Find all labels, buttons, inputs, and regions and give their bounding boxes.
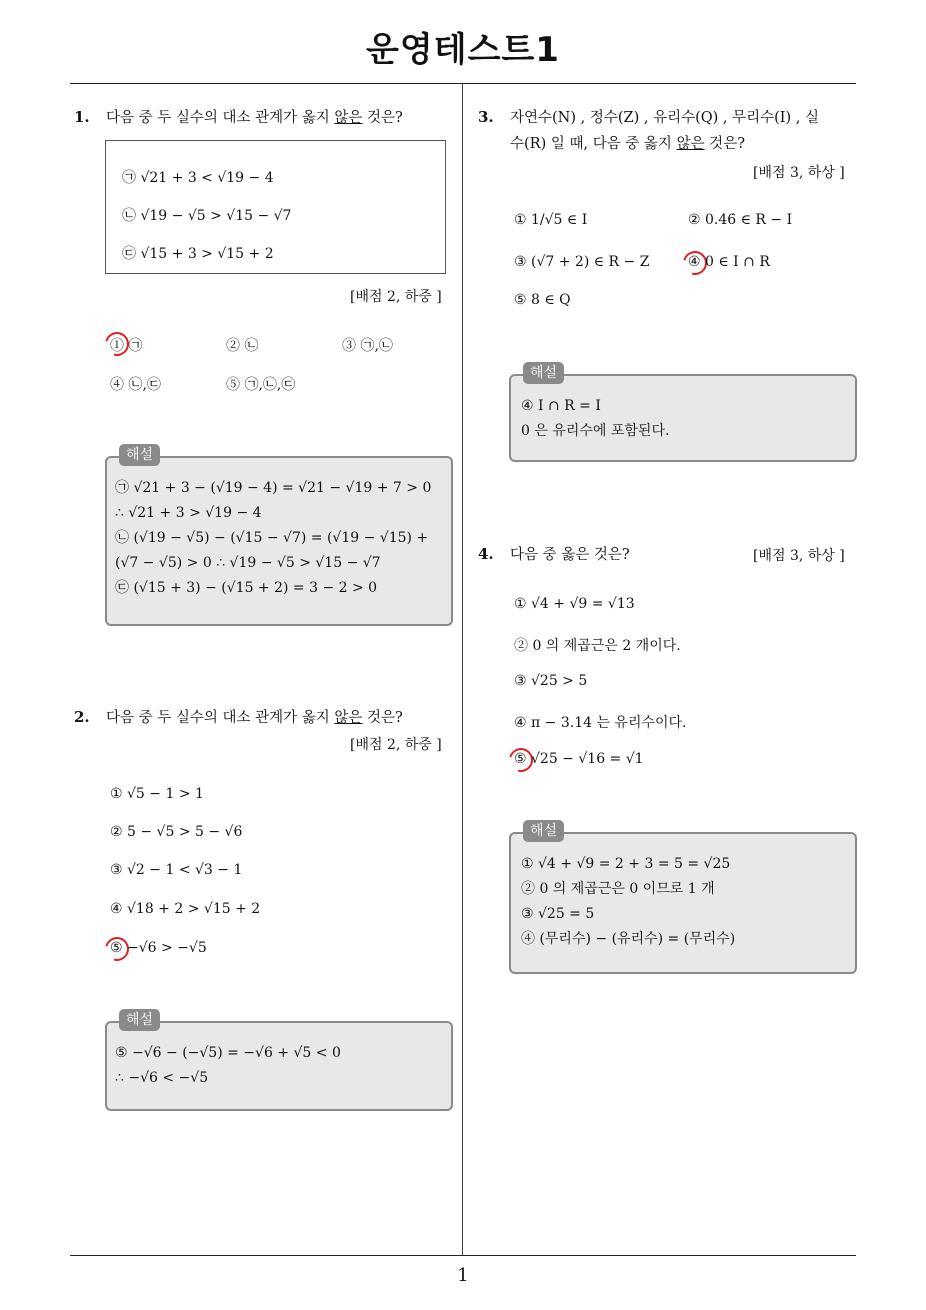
question-text-emphasis: 않은 [676,136,705,152]
score-meta: [배점 3, 하상 ] [753,548,845,564]
page-title: 운영테스트1 [366,30,560,70]
option-4[interactable]: ④ π − 3.14 는 유리수이다. [514,715,687,731]
question-text-part: 다음 중 두 실수의 대소 관계가 옳지 [106,710,335,726]
explanation-line: 0 은 유리수에 포함된다. [521,423,670,439]
option-1[interactable]: ① √5 − 1 > 1 [110,786,204,802]
question-text-part: 것은? [362,110,403,126]
option-3[interactable]: ③ ㉠,㉡ [342,338,393,354]
question-number: 3. [478,108,494,126]
statement: ㉡ √19 − √5 > √15 − √7 [122,208,292,224]
question-text-emphasis: 않은 [334,710,363,726]
option-3[interactable]: ③ √25 > 5 [514,673,588,689]
option-3[interactable]: ③ √2 − 1 < √3 − 1 [110,862,243,878]
score-meta: [배점 3, 하상 ] [753,165,845,181]
option-2[interactable]: ② 5 − √5 > 5 − √6 [110,824,243,840]
score-meta: [배점 2, 하중 ] [350,737,442,753]
header-divider [70,83,856,84]
page-number: 1 [457,1265,469,1286]
explanation-line: ∴ √21 + 3 > √19 − 4 [115,505,262,521]
footer-divider [70,1255,856,1256]
option-2[interactable]: ② 0.4̇6̇ ∈ R − I [688,212,793,228]
explanation-line: ④ I ∩ R = I [521,398,601,414]
option-5[interactable]: ⑤ −√6 > −√5 [110,940,207,956]
explanation-lines [521,394,669,444]
question-text [106,106,403,130]
column-divider [462,84,463,1256]
option-1[interactable]: ① ㉠ [110,338,143,354]
explanation-line: ⑤ −√6 − (−√5) = −√6 + √5 < 0 [115,1045,341,1061]
explanation-tag: 해설 [523,820,564,842]
question-text: 다음 중 옳은 것은? [510,547,630,563]
question-text-part: 수(R) 일 때, 다음 중 옳지 [510,136,677,152]
explanation-line: ㉢ (√15 + 3) − (√15 + 2) = 3 − 2 > 0 [115,580,378,596]
explanation-tag: 해설 [523,362,564,384]
explanation-lines [115,476,431,601]
question-text [106,706,403,730]
option-2[interactable]: ② 0 의 제곱근은 2 개이다. [514,638,681,654]
option-1[interactable]: ① √4 + √9 = √13 [514,596,635,612]
option-1[interactable]: ① 1/√5 ∈ I [514,212,588,228]
score-meta: [배점 2, 하중 ] [350,289,442,305]
question-text-part: 것은? [362,710,403,726]
explanation-line: ① √4 + √9 = 2 + 3 = 5 = √25 [521,856,731,872]
option-3[interactable]: ③ (√7 + 2) ∈ R − Z [514,254,650,270]
option-4[interactable]: ④ ㉡,㉢ [110,377,161,393]
option-4[interactable]: ④ √18 + 2 > √15 + 2 [110,901,261,917]
option-4[interactable]: ④ 0 ∈ I ∩ R [688,254,770,270]
explanation-box [105,1021,453,1111]
explanation-box [509,374,857,462]
statement: ㉢ √15 + 3 > √15 + 2 [122,246,274,262]
question-text-part: 것은? [704,136,745,152]
explanation-lines [115,1041,341,1091]
explanation-line: ③ √25 = 5 [521,906,595,922]
question-number: 4. [478,545,494,563]
statement-box [105,140,446,274]
option-5[interactable]: ⑤ √25 − √16 = √1 [514,751,644,767]
explanation-line: ㉠ √21 + 3 − (√19 − 4) = √21 − √19 + 7 > 0 [115,480,432,496]
explanation-line: ㉡ (√19 − √5) − (√15 − √7) = (√19 − √15) + [115,530,429,546]
option-2[interactable]: ② ㉡ [226,338,259,354]
option-5[interactable]: ⑤ 8 ∈ Q [514,292,571,308]
question-text-line-2 [510,132,745,156]
question-text-line-1: 자연수(N) , 정수(Z) , 유리수(Q) , 무리수(I) , 실 [510,110,820,126]
option-5[interactable]: ⑤ ㉠,㉡,㉢ [226,377,296,393]
explanation-line: ∴ −√6 < −√5 [115,1070,209,1086]
question-number: 2. [74,708,90,726]
explanation-box [509,832,857,974]
question-number: 1. [74,108,90,126]
explanation-line: (√7 − √5) > 0 ∴ √19 − √5 > √15 − √7 [115,555,381,571]
statement: ㉠ √21 + 3 < √19 − 4 [122,170,274,186]
question-text-part: 다음 중 두 실수의 대소 관계가 옳지 [106,110,335,126]
question-text-emphasis: 않은 [334,110,363,126]
explanation-tag: 해설 [119,444,160,466]
explanation-line: ② 0 의 제곱근은 0 이므로 1 개 [521,881,715,897]
explanation-tag: 해설 [119,1009,160,1031]
explanation-line: ④ (무리수) − (유리수) = (무리수) [521,931,736,947]
explanation-box [105,456,453,626]
explanation-lines [521,852,735,952]
